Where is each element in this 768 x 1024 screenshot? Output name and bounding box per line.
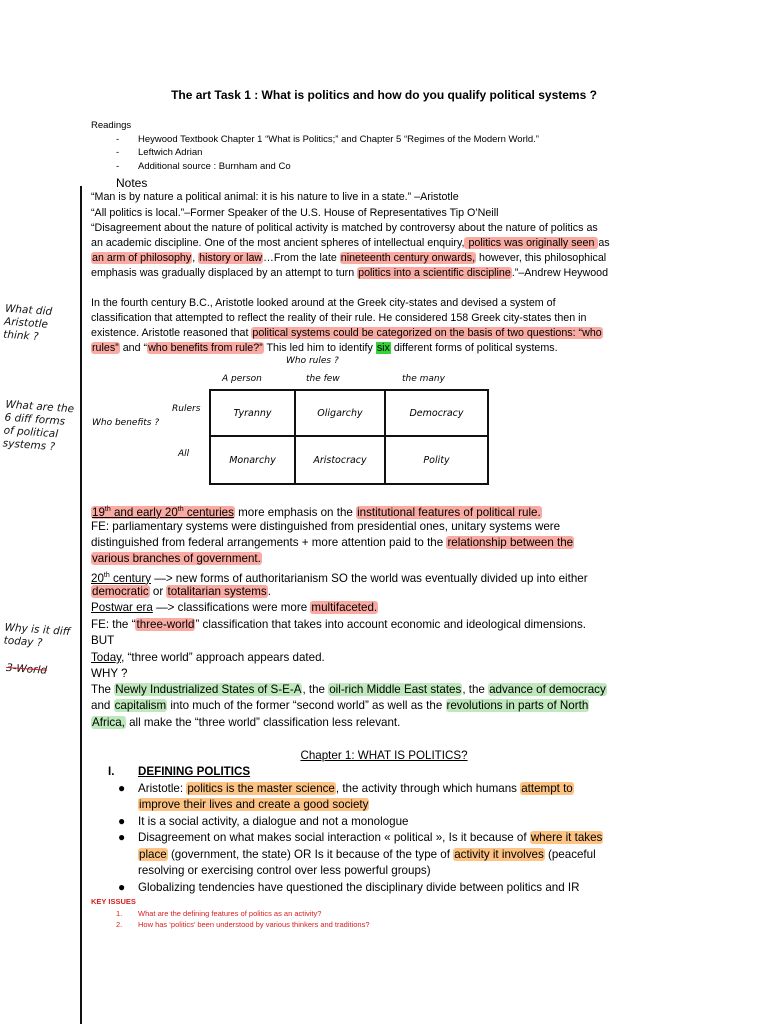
table-cell: Polity [423, 454, 450, 466]
text-run: and [91, 699, 114, 712]
quote-heywood-line [91, 266, 608, 281]
section-subheading: DEFINING POLITICS [138, 765, 251, 778]
table-col-header: the few [306, 374, 340, 384]
table-cell: Monarchy [229, 454, 276, 466]
highlight-orange: politics is the master science [187, 782, 335, 795]
table-row-header: All [178, 449, 190, 459]
text-run: and early 20 [110, 505, 178, 519]
key-issue-item: What are the defining features of politics as an activity? [138, 909, 322, 918]
highlight-orange: activity it involves [454, 848, 544, 861]
list-bullet: - [116, 161, 120, 172]
text-run: (peaceful [544, 848, 596, 861]
text-run: , “three world” approach appears dated. [121, 651, 325, 664]
highlight-red: nineteenth century onwards, [340, 252, 476, 264]
table-who-rules-label: Who rules ? [286, 356, 339, 366]
text-run: all make the “three world” classification less relevant. [125, 716, 401, 729]
bullet-line: It is a social activity, a dialogue and not a monologue [138, 815, 409, 828]
highlight-red: various branches of government. [92, 552, 261, 565]
highlight-orange: where it takes [530, 831, 603, 844]
section2-line [91, 600, 378, 616]
highlight-red: democratic [92, 585, 149, 598]
document-title: The art Task 1 : What is politics and how do you qualify political systems ? [171, 88, 597, 102]
quote-heywood-line [91, 251, 606, 266]
regime-table [209, 389, 489, 485]
bullet-line [138, 847, 596, 863]
key-issue-number: 2. [116, 920, 123, 929]
superscript: th [103, 572, 110, 579]
quote-heywood-line [91, 221, 598, 236]
table-cell: Oligarchy [317, 407, 363, 419]
text-run: FE: the “ [91, 618, 136, 631]
key-issue-item: How has ‘politics’ been understood by various thinkers and traditions? [138, 920, 370, 929]
margin-note-forms: What are the 6 diff forms of political systems ? [2, 398, 75, 454]
aristotle-para-line [91, 326, 603, 341]
highlight-green: oil-rich Middle East states [329, 683, 462, 696]
bullet-dot: ● [118, 781, 126, 795]
highlight-green: advance of democracy [489, 683, 606, 696]
text-run: different forms of political systems. [390, 342, 558, 354]
list-bullet: - [116, 147, 120, 158]
bullet-dot: ● [118, 830, 126, 844]
table-cell: Tyranny [233, 407, 272, 419]
highlight-red [91, 506, 235, 519]
highlight-orange: place [139, 848, 167, 861]
underlined-text [91, 572, 151, 585]
bullet-line [138, 830, 603, 846]
table-col-header: the many [402, 374, 445, 384]
highlight-red: an arm of philosophy [92, 252, 192, 264]
highlight-red: three-world [136, 618, 195, 631]
reading-item: Leftwich Adrian [138, 147, 203, 158]
highlight-orange: improve their lives and create a good society [139, 798, 369, 811]
bullet-dot: ● [118, 814, 126, 828]
text-run: and “ [119, 342, 148, 354]
text-run: Disagreement on what makes social interaction « political », Is it because of [138, 831, 530, 844]
bullet-line: Globalizing tendencies have questioned the disciplinary divide between politics and IR [138, 881, 580, 894]
text-run: , the [462, 683, 489, 696]
text-run: emphasis was gradually displaced by an attempt to turn [91, 267, 358, 279]
text-run: , the activity through which humans [335, 782, 521, 795]
text-run: existence. Aristotle reasoned that [91, 327, 252, 339]
quote-heywood-line [91, 236, 610, 251]
text-run: distinguished from federal arrangements + more attention paid to the [91, 536, 447, 549]
bullet-line: resolving or exercising control over less powerful groups) [138, 864, 431, 877]
text-run: . [267, 585, 271, 598]
reading-item: Additional source : Burnham and Co [138, 161, 291, 172]
text-run: into much of the former “second world” as well as the [167, 699, 446, 712]
underlined-text: Postwar era [91, 601, 153, 614]
text-run: however, this philosophical [476, 252, 607, 264]
highlight-red: who benefits from rule?” [148, 342, 263, 354]
highlight-red: political systems could be categorized on the basis of two questions: “who [252, 327, 602, 339]
key-issues-heading: KEY ISSUES [91, 897, 136, 906]
aristotle-para-line [91, 341, 558, 356]
highlight-orange: attempt to [521, 782, 573, 795]
text-run: “Disagreement about the nature of political activity is matched by controversy about the nature of politics as [91, 222, 598, 234]
chapter-heading: Chapter 1: WHAT IS POLITICS? [300, 749, 468, 762]
section2-line: WHY ? [91, 667, 128, 680]
text-run: as [598, 237, 610, 249]
superscript: th [177, 506, 184, 513]
margin-note-struck: 3-World [5, 661, 48, 677]
table-cell: Democracy [409, 407, 464, 419]
highlight-red: institutional features of political rule. [357, 505, 541, 519]
margin-note-aristotle: What did Aristotle think ? [2, 302, 53, 344]
section2-line [91, 535, 574, 551]
text-run: century [109, 571, 151, 585]
highlight-red: rules” [92, 342, 119, 354]
section2-line: FE: parliamentary systems were distinguished from presidential ones, unitary systems were [91, 520, 561, 533]
text-run: .”–Andrew Heywood [511, 267, 609, 279]
text-run: 19 [92, 505, 105, 519]
text-run: , [192, 252, 199, 264]
quote-oneill: “All politics is local.”–Former Speaker of the U.S. House of Representatives Tip O’Neill [91, 207, 499, 219]
aristotle-para-line: classification that attempted to reflect the reality of their rule. He considered 158 Greek city-states then in [91, 312, 587, 324]
highlight-green: capitalism [114, 699, 167, 712]
highlight-red: history or law [199, 252, 263, 264]
table-row-header: Rulers [172, 404, 201, 414]
text-run: The [91, 683, 115, 696]
bullet-line [138, 781, 574, 797]
table-who-benefits-label: Who benefits ? [92, 418, 160, 428]
section2-line [91, 617, 586, 633]
readings-heading: Readings [91, 120, 132, 131]
reading-item: Heywood Textbook Chapter 1 “What is Politics;” and Chapter 5 “Regimes of the Modern World.” [138, 134, 539, 145]
text-run: Aristotle: [138, 782, 187, 795]
section2-line [91, 715, 400, 731]
text-run: , the [302, 683, 329, 696]
quote-aristotle: “Man is by nature a political animal: it is his nature to live in a state.” –Aristotle [91, 191, 459, 203]
text-run: or [149, 585, 167, 598]
text-run: —> classifications were more [152, 601, 311, 614]
section2-line [91, 551, 262, 567]
text-run: (government, the state) OR Is it because of the type of [167, 848, 454, 861]
text-run: —> new forms of authoritarianism SO the world was eventually divided up into either [151, 571, 588, 585]
table-cell: Aristocracy [313, 454, 367, 466]
margin-note-why-diff: Why is it diff today ? [3, 621, 71, 650]
text-run: an academic discipline. One of the most ancient spheres of intellectual enquiry, [91, 237, 465, 249]
bullet-dot: ● [118, 880, 126, 894]
highlight-red: politics into a scientific discipline [358, 267, 511, 279]
highlight-red: multifaceted. [311, 601, 378, 614]
highlight-red: politics was originally seen [465, 237, 598, 249]
section-numeral: I. [108, 765, 115, 778]
margin-line [80, 186, 82, 1024]
highlight-red: relationship between the [447, 536, 574, 549]
highlight-green: Newly Industrialized States of S-E-A [115, 683, 302, 696]
table-col-header: A person [222, 374, 262, 384]
highlight-lime: six [376, 342, 390, 354]
superscript: th [104, 506, 111, 513]
text-run: centuries [183, 505, 234, 519]
highlight-green: Africa, [92, 716, 125, 729]
section2-line [91, 584, 271, 600]
section2-line [91, 698, 589, 714]
text-run: ” classification that takes into account economic and ideological dimensions. [195, 618, 587, 631]
text-run: 20 [91, 571, 104, 585]
section2-line: BUT [91, 634, 115, 647]
text-run: more emphasis on the [234, 505, 357, 519]
highlight-red: totalitarian systems [167, 585, 267, 598]
highlight-green: revolutions in parts of North [446, 699, 589, 712]
bullet-line [138, 797, 369, 813]
section2-line [91, 650, 325, 666]
list-bullet: - [116, 134, 120, 145]
underlined-text: Today [91, 651, 122, 664]
text-run: …From the late [263, 252, 340, 264]
section2-line [91, 682, 607, 698]
notes-heading: Notes [116, 176, 148, 190]
text-run: This led him to identify [263, 342, 376, 354]
aristotle-para-line: In the fourth century B.C., Aristotle looked around at the Greek city-states and devised a system of [91, 297, 556, 309]
key-issue-number: 1. [116, 909, 123, 918]
